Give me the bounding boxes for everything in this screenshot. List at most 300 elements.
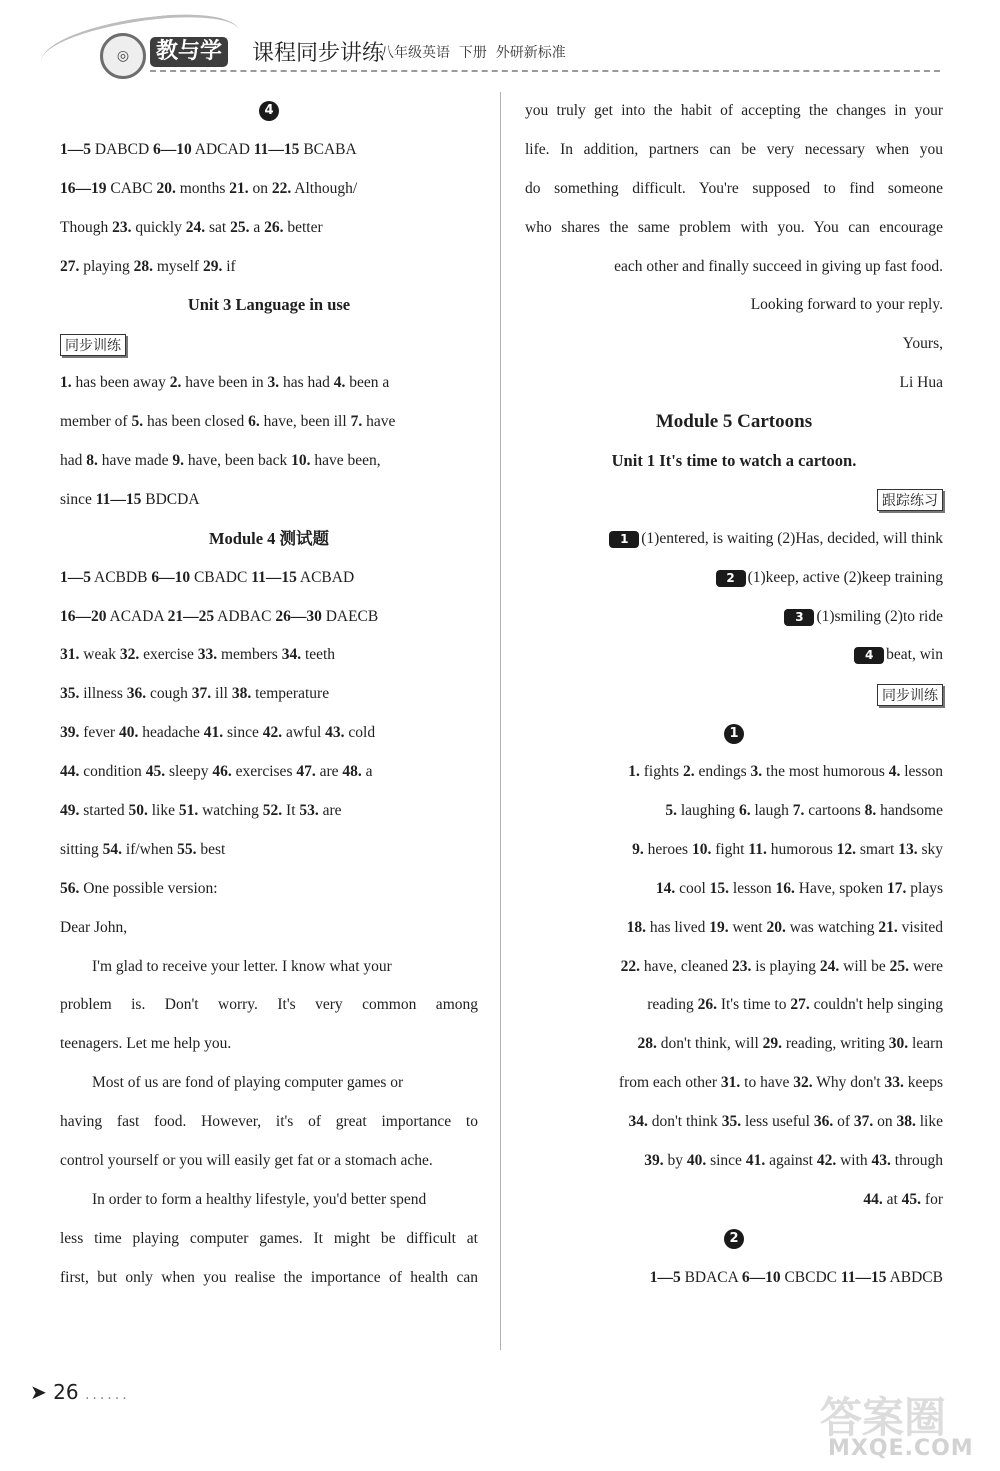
answer-number: 11. [748,840,767,858]
answer-line [525,1025,943,1064]
answer-number: 5. [131,413,144,431]
answer-number: 6. [248,413,260,431]
answer-text: condition [79,763,146,781]
answer-text: ill [211,685,232,703]
section-number [60,92,478,131]
letter-signoff: Li Hua [899,374,943,392]
answer-text: have, cleaned [639,957,733,975]
answer-number: 53. [299,802,319,820]
answer-text: laughing [676,802,739,820]
answer-text: fever [79,724,119,742]
answer-number: 42. [262,724,283,742]
answer-text: ADBAC [214,607,276,625]
answer-text: sat [205,218,231,236]
exercise-answer [525,520,943,559]
answer-text: fights [639,763,683,781]
answer-number: 54. [102,840,123,858]
answer-number: 27. [790,996,810,1014]
answer-text: a [249,218,265,236]
answer-text: sitting [60,840,103,858]
answer-number: 29. [762,1035,782,1053]
answer-text: humorous [766,840,837,858]
answer-text: headache [138,724,204,742]
answer-text: Have, spoken [794,879,888,897]
answer-text: member of [60,413,132,431]
answer-line [60,442,478,481]
answer-number: 42. [816,1152,837,1170]
answer-text: of [833,1113,854,1131]
answer-text: has lived [645,918,710,936]
answer-text: lesson [729,879,776,897]
letter-line: less time playing computer games. It might be difficult at [60,1229,478,1247]
answer-number: 1. [628,763,640,781]
answer-number: 3. [267,374,280,392]
answer-text: have, been back [183,452,292,470]
answer-number: 12. [836,840,857,858]
answer-text: have made [97,452,173,470]
answer-text: at [882,1190,902,1208]
answer-text: for [921,1190,943,1208]
answer-text: Why don't [812,1074,885,1092]
answer-number: 45. [145,763,166,781]
answer-text: have been, [310,452,381,470]
answer-text: ADCAD [191,140,254,158]
answer-text: learn [908,1035,943,1053]
answer-line [525,831,943,870]
answer-text: like [915,1113,943,1131]
answer-line [525,986,943,1025]
column-divider [500,92,501,1350]
exercise-number-badge: 3 [784,609,814,626]
letter-paragraph-start: I'm glad to receive your letter. I know what your [92,957,392,975]
answer-number: 39. [60,724,80,742]
answer-line [525,1142,943,1181]
answer-text: is playing [751,957,820,975]
answer-text: temperature [251,685,330,703]
answer-text: started [79,802,129,820]
answer-text: has had [279,374,334,392]
answer-number: 14. [655,879,676,897]
answer-number: 41. [203,724,224,742]
answer-text: ABDCB [886,1268,943,1286]
answer-text: teeth [301,646,336,664]
exercise-label [525,481,943,520]
answer-number: 20. [156,179,176,197]
answer-text: sleepy [165,763,213,781]
answer-number: 35. [721,1113,742,1131]
answer-number: 24. [185,218,206,236]
answer-text: went [728,918,767,936]
answer-text: members [217,646,282,664]
exercise-number-badge: 4 [854,647,884,664]
answer-line [60,131,478,170]
answer-number: 6. [738,802,751,820]
answer-text: DAECB [321,607,379,625]
answer-number: 56. [60,879,80,897]
left-column [60,92,478,1298]
answer-number: 16—19 [60,179,107,197]
answer-number: 35. [60,685,80,703]
answer-number: 55. [177,840,197,858]
answer-line [60,248,478,287]
answer-line [60,675,478,714]
answer-text: by [663,1152,687,1170]
circled-number: 2 [724,1229,744,1249]
answer-line [60,753,478,792]
answer-number: 17. [887,879,907,897]
answer-text: Though [60,218,113,236]
answer-number: 11—15 [840,1268,887,1286]
answer-text: illness [79,685,127,703]
answer-number: 34. [281,646,302,664]
answer-number: 6—10 [151,568,191,586]
answer-number: 4. [888,763,901,781]
answer-text: Although/ [291,179,358,197]
answer-line [60,170,478,209]
answer-text: endings [694,763,751,781]
answer-number: 8. [86,452,98,470]
answer-text: had [60,452,87,470]
answer-text: since [706,1152,746,1170]
answer-text: will be [839,957,890,975]
letter-paragraph-start: In order to form a healthy lifestyle, you'd better spend [92,1190,427,1208]
answer-text: exercise [139,646,198,664]
answer-text: It's time to [716,996,791,1014]
answer-number: 33. [197,646,218,664]
answer-text: ACBAD [296,568,355,586]
answer-text: have been in [181,374,268,392]
section-heading: Module 4 测试题 [208,528,330,548]
answer-number: 26—30 [275,607,322,625]
logo-emblem-icon: ◎ [100,33,146,79]
answer-text: watching [198,802,263,820]
answer-text: playing [79,257,134,275]
answer-number: 21. [878,918,898,936]
answer-text: sky [917,840,943,858]
answer-text: from each other [618,1074,721,1092]
answer-text: was watching [785,918,879,936]
answer-number: 30. [888,1035,909,1053]
answer-line [525,1064,943,1103]
answer-text: (1)keep, active (2)keep training [747,568,943,586]
answer-text: ACBDB [91,568,152,586]
answer-number: 26. [264,218,284,236]
section-number [525,714,943,753]
answer-text: been a [345,374,390,392]
page-number [30,1380,130,1404]
answer-number: 20. [766,918,786,936]
answer-text: have, been ill [259,413,351,431]
answer-text: keeps [903,1074,943,1092]
arrow-icon: ➤ [30,1380,47,1404]
answer-text: BDACA [680,1268,742,1286]
answer-number: 22. [620,957,640,975]
answer-number: 43. [325,724,345,742]
letter-line: teenagers. Let me help you. [60,1035,232,1053]
answer-number: 10. [291,452,311,470]
answer-number: 11—15 [95,490,142,508]
answer-number: 18. [626,918,646,936]
answer-number: 10. [691,840,712,858]
answer-text: has been away [71,374,170,392]
letter-line: life. In addition, partners can be very necessary when you [525,140,943,158]
letter-line: first, but only when you realise the importance of health can [60,1268,478,1286]
exercise-label [60,325,478,364]
circled-number: 4 [259,101,279,121]
answer-text: don't think, will [656,1035,763,1053]
letter-line: problem is. Don't worry. It's very common among [60,996,478,1014]
answer-text: CBADC [190,568,252,586]
answer-text: heroes [643,840,692,858]
letter-line: each other and finally succeed in giving up fast food. [614,257,943,275]
right-column [525,92,943,1298]
answer-text: awful [282,724,326,742]
answer-line [60,559,478,598]
exercise-tag: 跟踪练习 [877,489,943,511]
answer-text: visited [897,918,943,936]
section-heading: Unit 1 It's time to watch a cartoon. [611,451,857,471]
book-subtitle: 八年级英语 下册 外研新标准 [380,45,566,61]
answer-number: 28. [133,257,153,275]
answer-text: months [175,179,230,197]
answer-text: exercises [231,763,297,781]
answer-number: 31. [60,646,80,664]
answer-number: 40. [686,1152,707,1170]
answer-text: the most humorous [762,763,889,781]
answer-text: on [873,1113,897,1131]
answer-text: better [283,218,323,236]
answer-text: fight [711,840,749,858]
answer-text: CABC [106,179,157,197]
letter-line: who shares the same problem with you. You can encourage [525,218,943,236]
answer-number: 47. [296,763,316,781]
answer-number: 1—5 [60,568,91,586]
answer-line [60,714,478,753]
answer-line [60,598,478,637]
answer-number: 26. [697,996,717,1014]
answer-text: couldn't help singing [809,996,943,1014]
answer-text: plays [906,879,943,897]
answer-line [525,909,943,948]
answer-number: 23. [112,218,132,236]
answer-line [525,792,943,831]
exercise-answer [525,559,943,598]
answer-text: It [282,802,300,820]
answer-number: 41. [745,1152,766,1170]
answer-number: 19. [709,918,729,936]
answer-number: 5. [665,802,677,820]
circled-number: 1 [724,724,744,744]
answer-number: 50. [128,802,148,820]
answer-line [60,209,478,248]
answer-line [60,636,478,675]
answer-number: 33. [884,1074,904,1092]
answer-number: 43. [871,1152,891,1170]
answer-text: cold [344,724,376,742]
answer-text: ACADA [106,607,168,625]
answer-text: have [362,413,396,431]
answer-text: on [248,179,272,197]
answer-text: since [60,490,96,508]
answer-text: with [836,1152,872,1170]
answer-text: has been closed [143,413,249,431]
answer-text: if [222,257,236,275]
answer-number: 21—25 [167,607,215,625]
answer-text: like [147,802,179,820]
answer-number: 9. [172,452,184,470]
answer-number: 1—5 [649,1268,681,1286]
answer-number: 11—15 [253,140,300,158]
letter-paragraph-start: Looking forward to your reply. [750,296,943,314]
letter-paragraph-start: Most of us are fond of playing computer games or [92,1074,404,1092]
answer-text: if/when [122,840,178,858]
answer-number: 38. [231,685,252,703]
answer-line [525,1181,943,1220]
answer-number: 29. [202,257,223,275]
answer-text: DABCD [91,140,154,158]
exercise-answer [525,598,943,637]
answer-number: 44. [60,763,80,781]
answer-number: 31. [720,1074,741,1092]
answer-number: 6—10 [741,1268,781,1286]
answer-text: are [315,763,343,781]
section-heading: Unit 3 Language in use [187,295,351,315]
answer-number: 34. [628,1113,648,1131]
answer-text: cough [146,685,192,703]
answer-number: 13. [898,840,918,858]
answer-number: 37. [853,1113,874,1131]
answer-text: CBCDC [780,1268,841,1286]
section-number [525,1220,943,1259]
answer-text: laugh [750,802,793,820]
answer-text: myself [153,257,203,275]
answer-text: quickly [131,218,186,236]
answer-number: 7. [350,413,363,431]
answer-line [525,948,943,987]
answer-number: 25. [230,218,250,236]
answer-line [60,403,478,442]
answer-text: One possible version: [79,879,218,897]
answer-number: 51. [178,802,199,820]
answer-text: cool [675,879,710,897]
answer-number: 1—5 [60,140,91,158]
answer-number: 44. [863,1190,883,1208]
answer-text: best [196,840,226,858]
answer-text: beat, win [886,646,943,664]
answer-line [525,1103,943,1142]
answer-text: lesson [900,763,943,781]
letter-line: control yourself or you will easily get fat or a stomach ache. [60,1152,433,1170]
section-heading: Module 5 Cartoons [655,411,813,433]
answer-number: 23. [732,957,752,975]
watermark-logo: 答案圈 [820,1393,947,1442]
answer-number: 8. [864,802,877,820]
answer-number: 48. [342,763,362,781]
answer-text: (1)smiling (2)to ride [816,607,943,625]
answer-number: 37. [191,685,212,703]
answer-number: 28. [637,1035,657,1053]
answer-text: reading, writing [782,1035,889,1053]
header-divider [150,70,940,72]
answer-line [60,481,478,520]
answer-text: (1)entered, is waiting (2)Has, decided, will think [641,529,943,547]
answer-number: 21. [229,179,249,197]
answer-line [525,870,943,909]
answer-number: 7. [792,802,805,820]
exercise-tag: 同步训练 [877,684,943,706]
answer-number: 49. [60,802,80,820]
exercise-answer [525,636,943,675]
exercise-label [525,675,943,714]
answer-number: 16. [775,879,795,897]
page-number-text: 26 [53,1380,79,1404]
answer-number: 36. [813,1113,834,1131]
exercise-number-badge: 1 [609,531,639,548]
exercise-number-badge: 2 [716,570,746,587]
answer-number: 3. [750,763,763,781]
answer-number: 46. [212,763,232,781]
answer-number: 40. [118,724,139,742]
answer-text: BDCDA [141,490,200,508]
answer-text: through [890,1152,943,1170]
answer-line [525,1259,943,1298]
answer-text: cartoons [804,802,865,820]
answer-text: to have [740,1074,794,1092]
answer-line [60,870,478,909]
answer-line [525,753,943,792]
answer-text: handsome [876,802,943,820]
answer-number: 4. [333,374,346,392]
answer-text: less useful [741,1113,814,1131]
watermark-url: MXQE.COM [828,1436,974,1461]
letter-line: having fast food. However, it's of great importance to [60,1113,478,1131]
brand-label: 教与学 [150,37,228,67]
answer-number: 2. [682,763,695,781]
answer-text: smart [856,840,899,858]
answer-number: 24. [819,957,840,975]
answer-number: 52. [262,802,283,820]
answer-number: 45. [901,1190,922,1208]
page-dots: ...... [84,1387,130,1403]
answer-text: against [765,1152,817,1170]
page-header [0,0,1000,80]
answer-number: 15. [709,879,730,897]
answer-text: weak [79,646,120,664]
answer-text: were [909,957,943,975]
answer-text: don't think [647,1113,722,1131]
answer-text: are [318,802,342,820]
answer-line [60,364,478,403]
answer-number: 1. [60,374,72,392]
letter-line: do something difficult. You're supposed to find someone [525,179,943,197]
answer-line [60,792,478,831]
answer-number: 22. [271,179,292,197]
answer-number: 38. [896,1113,916,1131]
answer-number: 16—20 [60,607,107,625]
answer-number: 39. [644,1152,664,1170]
answer-text: reading [647,996,698,1014]
answer-number: 6—10 [153,140,192,158]
letter-line: you truly get into the habit of accepting the changes in your [525,102,943,119]
answer-number: 9. [632,840,644,858]
answer-text: BCABA [299,140,357,158]
answer-number: 32. [793,1074,813,1092]
exercise-tag: 同步训练 [60,334,126,356]
book-title: 课程同步讲练 [252,41,385,66]
answer-number: 32. [119,646,140,664]
answer-number: 11—15 [251,568,297,586]
answer-text: since [223,724,263,742]
